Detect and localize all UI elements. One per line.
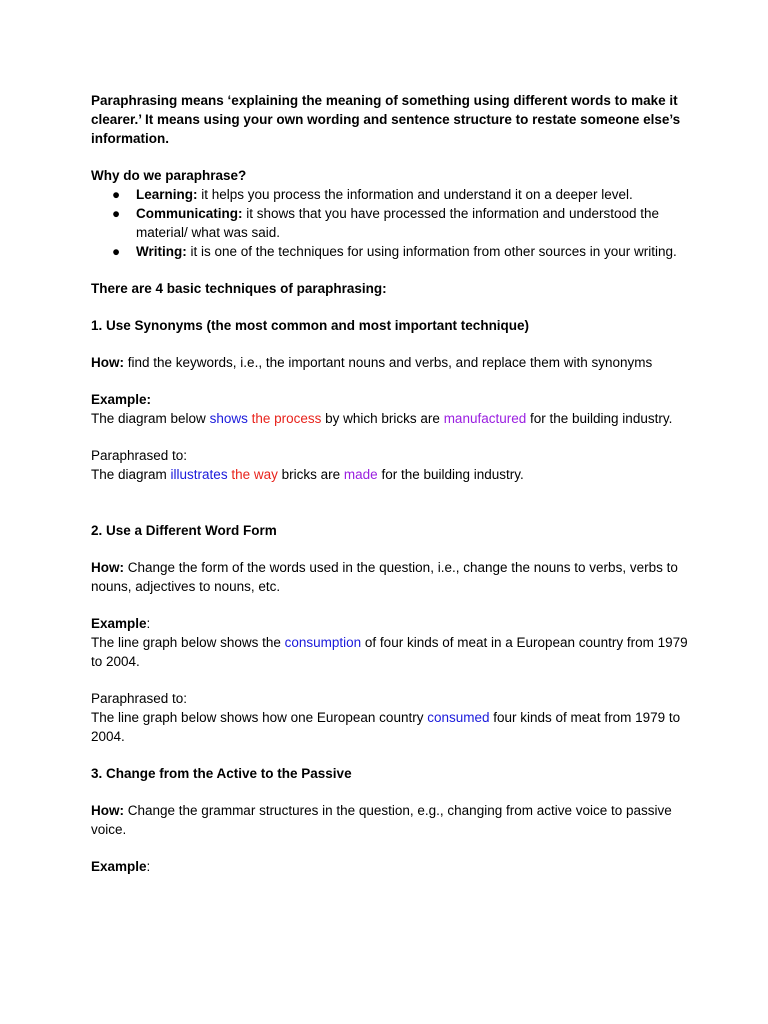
why-heading-text: Why do we paraphrase?	[91, 168, 247, 183]
plain-text: The diagram	[91, 467, 171, 482]
technique-2-how	[91, 558, 691, 596]
technique-1-example-sentence	[91, 409, 691, 428]
technique-1-heading	[91, 316, 691, 335]
plain-text: by which bricks are	[321, 411, 444, 426]
technique-3-how	[91, 801, 691, 839]
highlight-blue: illustrates	[170, 467, 228, 482]
bullet-item-writing	[91, 242, 691, 261]
intro-paragraph	[91, 91, 691, 148]
bullet-item-learning	[91, 185, 691, 204]
plain-text: bricks are	[277, 467, 344, 482]
bullet-term: Learning:	[136, 187, 198, 202]
technique-1-paraphrased-label: Paraphrased to:	[91, 448, 188, 463]
bullet-text: it helps you process the information and understand it on a deeper level.	[197, 187, 633, 202]
techniques-heading	[91, 279, 691, 298]
bullet-text: it shows that you have processed the information and understood the material/ what was said.	[136, 206, 660, 240]
how-label: How:	[91, 560, 124, 575]
technique-3-heading-text: 3. Change from the Active to the Passive	[91, 766, 352, 781]
technique-3-heading	[91, 764, 691, 783]
example-label: Example	[91, 616, 147, 631]
techniques-heading-text: There are 4 basic techniques of paraphrasing:	[91, 281, 387, 296]
highlight-blue: shows	[209, 411, 248, 426]
technique-3-example-label	[91, 857, 691, 876]
why-bullet-list	[91, 185, 691, 261]
why-heading	[91, 166, 691, 185]
highlight-blue: consumed	[427, 710, 490, 725]
example-label: Example:	[91, 392, 152, 407]
technique-1-heading-text: 1. Use Synonyms (the most common and most important technique)	[91, 318, 530, 333]
technique-2-example-label	[91, 614, 691, 633]
highlight-purple: made	[343, 467, 378, 482]
example-colon: :	[146, 859, 151, 874]
bullet-text: it is one of the techniques for using information from other sources in your writing.	[186, 244, 677, 259]
plain-text: The line graph below shows the	[91, 635, 285, 650]
technique-2-heading	[91, 521, 691, 540]
highlight-blue: consumption	[284, 635, 362, 650]
technique-2-paraphrased-sentence	[91, 708, 691, 746]
intro-text: Paraphrasing means ‘explaining the meaning of something using different words to make it clearer.’ It means using your own wording and sentence structure to restate someone else’s information.	[91, 93, 681, 146]
how-label: How:	[91, 355, 124, 370]
plain-text: of four kinds of meat in a European country from 1979 to 2004.	[91, 635, 688, 669]
document-body	[91, 91, 691, 876]
bullet-icon: ●	[112, 244, 121, 259]
bullet-item-communicating	[91, 204, 691, 242]
how-text: Change the grammar structures in the question, e.g., changing from active voice to passive voice.	[91, 803, 672, 837]
how-label: How:	[91, 803, 124, 818]
technique-2-paraphrased-label: Paraphrased to:	[91, 691, 188, 706]
technique-1-example-label	[91, 390, 691, 409]
plain-text: four kinds of meat from 1979 to 2004.	[91, 710, 681, 744]
example-colon: :	[146, 616, 151, 631]
highlight-red: the process	[251, 411, 322, 426]
bullet-icon: ●	[112, 206, 121, 221]
how-text: find the keywords, i.e., the important nouns and verbs, and replace them with synonyms	[124, 355, 653, 370]
bullet-term: Writing:	[136, 244, 187, 259]
technique-2-heading-text: 2. Use a Different Word Form	[91, 523, 277, 538]
example-label: Example	[91, 859, 147, 874]
plain-text: The line graph below shows how one European country	[91, 710, 428, 725]
how-text: Change the form of the words used in the question, i.e., change the nouns to verbs, verbs to nouns, adjectives to nouns, etc.	[91, 560, 678, 594]
highlight-red: the way	[231, 467, 278, 482]
technique-1-paraphrased-sentence	[91, 465, 691, 484]
highlight-purple: manufactured	[443, 411, 527, 426]
plain-text: for the building industry.	[526, 411, 673, 426]
plain-text: for the building industry.	[377, 467, 524, 482]
plain-text: The diagram below	[91, 411, 210, 426]
bullet-icon: ●	[112, 187, 121, 202]
bullet-term: Communicating:	[136, 206, 243, 221]
technique-2-example-sentence	[91, 633, 691, 671]
technique-1-how	[91, 353, 691, 372]
